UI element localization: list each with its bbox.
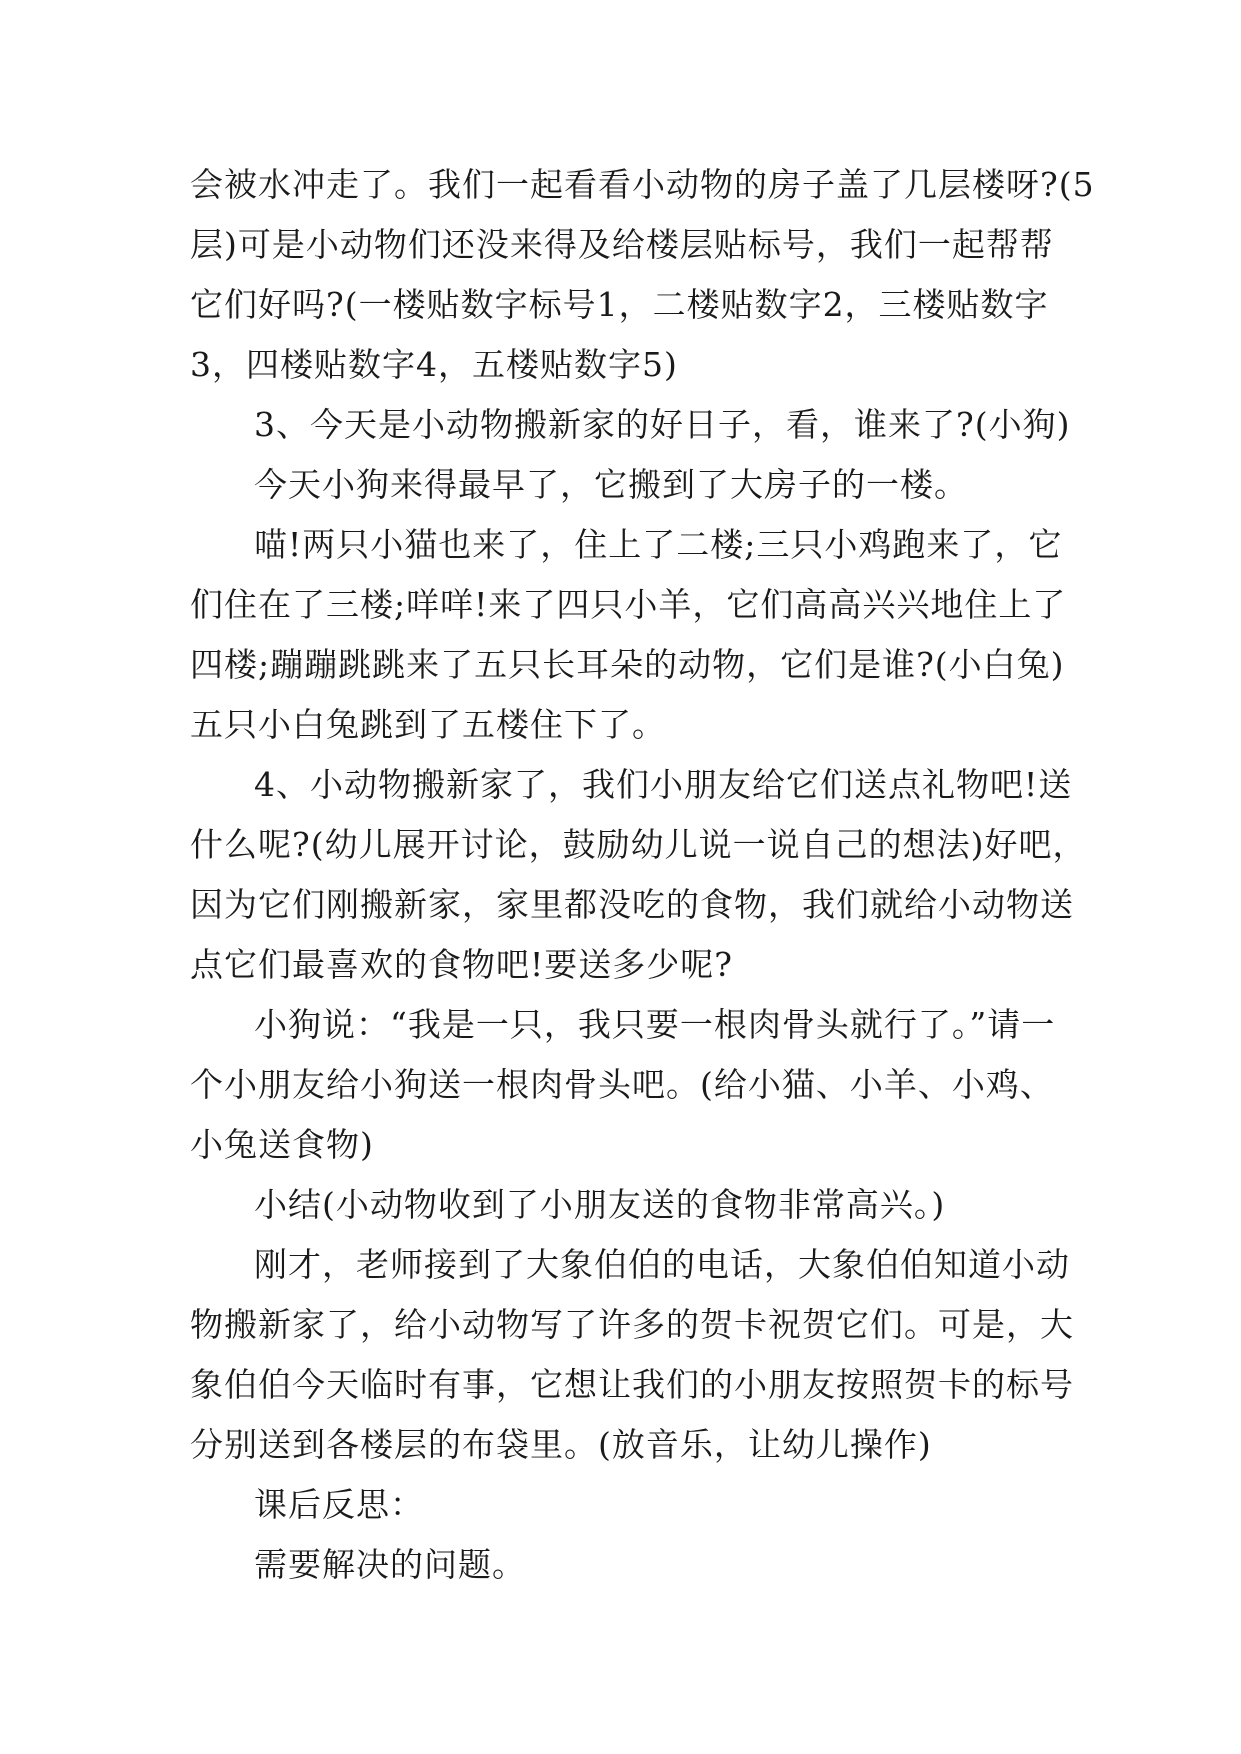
paragraph-line: 小结(小动物收到了小朋友送的食物非常高兴。) [254, 1185, 946, 1224]
text-line: 小兔送食物) [190, 1125, 374, 1164]
text-line: 五只小白兔跳到了五楼住下了。 [190, 705, 666, 744]
text-line: 会被水冲走了。我们一起看看小动物的房子盖了几层楼呀?(5 [190, 165, 1095, 204]
text-line: 们住在了三楼;咩咩!来了四只小羊，它们高高兴兴地住上了 [190, 585, 1067, 624]
text-line: 3，四楼贴数字4，五楼贴数字5) [190, 345, 678, 384]
text-line: 分别送到各楼层的布袋里。(放音乐，让幼儿操作) [190, 1425, 932, 1464]
paragraph-line: 刚才，老师接到了大象伯伯的电话，大象伯伯知道小动 [254, 1245, 1070, 1284]
text-line: 四楼;蹦蹦跳跳来了五只长耳朵的动物，它们是谁?(小白兔) [190, 645, 1065, 684]
paragraph-line: 喵!两只小猫也来了，住上了二楼;三只小鸡跑来了，它 [254, 525, 1063, 564]
text-line: 点它们最喜欢的食物吧!要送多少呢? [190, 945, 733, 984]
text-line: 因为它们刚搬新家，家里都没吃的食物，我们就给小动物送 [190, 885, 1074, 924]
paragraph-line: 小狗说：“我是一只，我只要一根肉骨头就行了。”请一 [254, 1005, 1056, 1044]
text-line: 个小朋友给小狗送一根肉骨头吧。(给小猫、小羊、小鸡、 [190, 1065, 1054, 1104]
paragraph-line: 需要解决的问题。 [254, 1545, 526, 1584]
text-line: 层)可是小动物们还没来得及给楼层贴标号，我们一起帮帮 [190, 225, 1054, 264]
text-line: 象伯伯今天临时有事，它想让我们的小朋友按照贺卡的标号 [190, 1365, 1074, 1404]
text-line: 物搬新家了，给小动物写了许多的贺卡祝贺它们。可是，大 [190, 1305, 1074, 1344]
text-line: 它们好吗?(一楼贴数字标号1，二楼贴数字2，三楼贴数字 [190, 285, 1049, 324]
section-heading: 课后反思： [254, 1485, 424, 1524]
paragraph-line: 3、今天是小动物搬新家的好日子，看，谁来了?(小狗) [254, 405, 1071, 444]
paragraph-line: 今天小狗来得最早了，它搬到了大房子的一楼。 [254, 465, 968, 504]
text-line: 什么呢?(幼儿展开讨论，鼓励幼儿说一说自己的想法)好吧， [190, 825, 1087, 864]
paragraph-line: 4、小动物搬新家了，我们小朋友给它们送点礼物吧!送 [254, 765, 1073, 804]
